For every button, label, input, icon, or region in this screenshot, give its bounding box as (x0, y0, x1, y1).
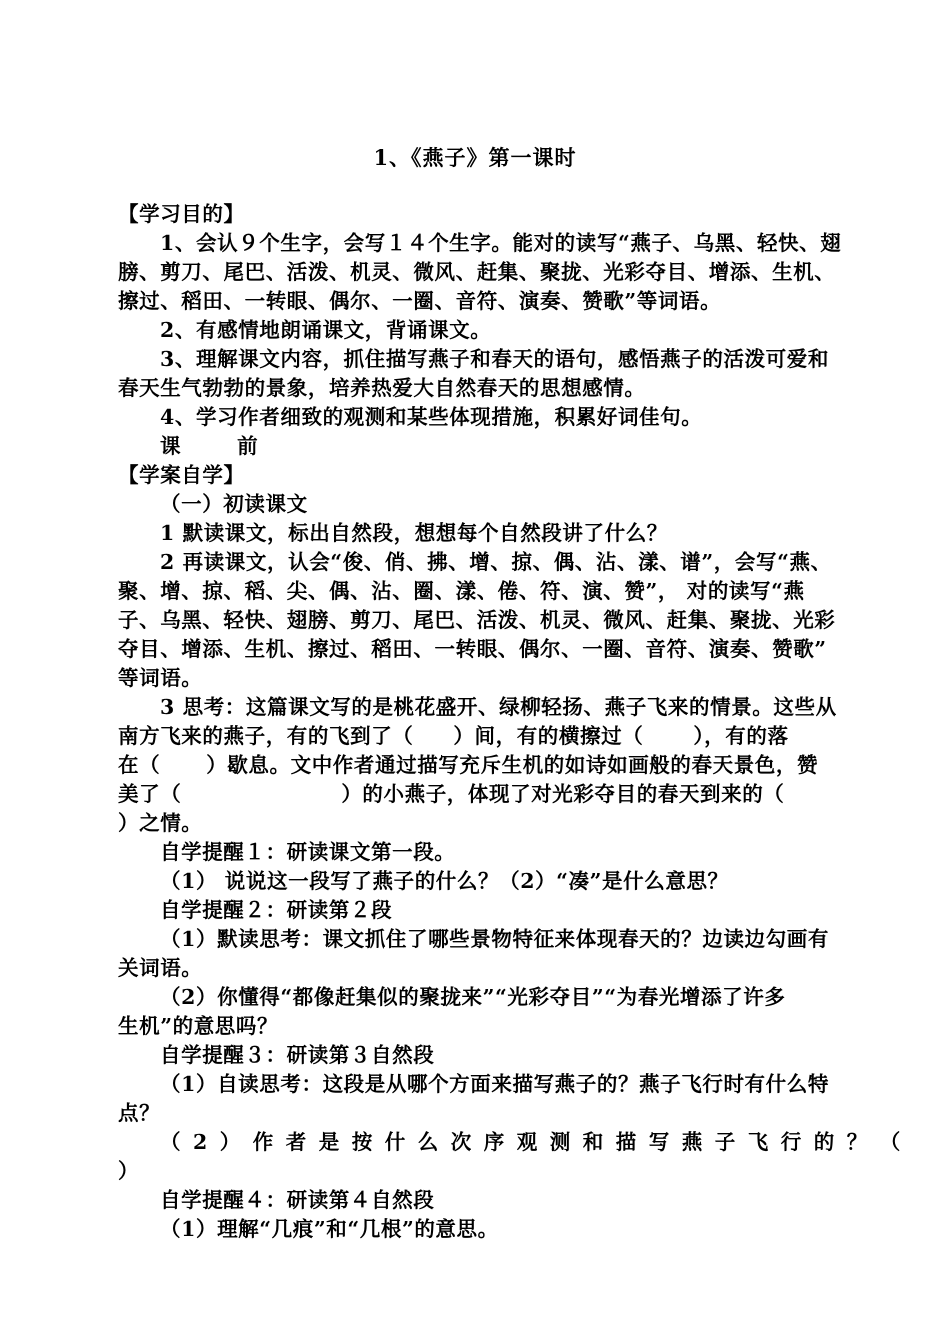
hint-2-q2-line-1: （2）你懂得“都像赶集似的聚拢来”“光彩夺目”“为春光增添了许多 (160, 985, 786, 1009)
goal-3-line-2: 春天生气勃勃的景象，培养热爱大自然春天的思想感情。 (118, 376, 646, 400)
q3-text-b: ）间，有的横擦过（ (453, 724, 644, 748)
question-2-line-3: 子、乌黑、轻快、翅膀、剪刀、尾巴、活泼、机灵、微风、赶集、聚拢、光彩 (118, 608, 836, 632)
question-3-line-2 (118, 722, 789, 750)
section-heading-goals: 【学习目的】 (118, 202, 245, 226)
q3-text-g: ）的小燕子，体现了对光彩夺目的春天到来的（ (341, 782, 785, 806)
section-heading-self-study: 【学案自学】 (118, 463, 245, 487)
goal-4: 4、学习作者细致的观测和某些体现措施，积累好词佳句。 (160, 405, 703, 429)
question-2-line-5: 等词语。 (118, 666, 203, 690)
hint-2: 自学提醒２：研读第２段 (160, 898, 393, 922)
goal-1-line-1: 1、会认９个生字，会写１４个生字。能对的读写“燕子、乌黑、轻快、翅 (160, 231, 842, 255)
hint-2-q1-line-1: （1）默读思考：课文抓住了哪些景物特征来体现春天的？边读边勾画有 (160, 927, 829, 951)
hint-1-question: （1） 说说这一段写了燕子的什么？（2）“凑”是什么意思？ (160, 869, 729, 893)
hint-2-q1-line-2: 关词语。 (118, 956, 203, 980)
q3-text-d: 在（ (118, 753, 161, 777)
goal-2: 2、有感情地朗诵课文，背诵课文。 (160, 318, 492, 342)
hint-3-q1-line-2: 点？ (118, 1101, 161, 1125)
hint-3-q2-line-1: （2）作者是按什么次序观测和描写燕子飞行的？（ (160, 1130, 913, 1154)
goal-1-line-2: 膀、剪刀、尾巴、活泼、机灵、微风、赶集、聚拢、光彩夺目、增添、生机、 (118, 260, 836, 284)
q3-text-a: 南方飞来的燕子，有的飞到了（ (118, 724, 414, 748)
hint-4-question: （1）理解“几痕”和“几根”的意思。 (160, 1217, 499, 1241)
question-3-line-1: 3 思考：这篇课文写的是桃花盛开、绿柳轻扬、燕子飞来的情景。这些从 (160, 695, 837, 719)
hint-3-q2-line-2: ） (118, 1159, 140, 1183)
q3-text-e: ）歇息。文中作者通过描写充斥生机的如诗如画般的春天景色，赞 (206, 753, 819, 777)
question-3-line-3 (118, 751, 818, 779)
question-1: 1 默读课文，标出自然段，想想每个自然段讲了什么？ (160, 521, 668, 545)
subsection-first-reading: （一）初读课文 (160, 492, 308, 516)
q3-text-f: 美了（ (118, 782, 182, 806)
pre-class-char-1: 课 (160, 434, 182, 458)
hint-1: 自学提醒１：研读课文第一段。 (160, 840, 456, 864)
hint-2-q2-line-2: 生机”的意思吗？ (118, 1014, 279, 1038)
question-3-line-4 (118, 780, 784, 808)
pre-class-label (160, 432, 258, 460)
goal-3-line-1: 3、理解课文内容，抓住描写燕子和春天的语句，感悟燕子的活泼可爱和 (160, 347, 829, 371)
question-2-line-2: 聚、增、掠、稻、尖、偶、沾、圈、漾、倦、符、演、赞”， 对的读写“燕 (118, 579, 805, 603)
question-3-line-5: ）之情。 (118, 811, 203, 835)
question-2-line-1: 2 再读课文，认会“俊、俏、拂、增、掠、偶、沾、漾、谱”，会写“燕、 (160, 550, 832, 574)
page-title: 1、《燕子》第一课时 (373, 145, 577, 170)
question-2-line-4: 夺目、增添、生机、擦过、稻田、一转眼、偶尔、一圈、音符、演奏、赞歌” (118, 637, 827, 661)
hint-3: 自学提醒３：研读第３自然段 (160, 1043, 435, 1067)
pre-class-char-2: 前 (237, 434, 259, 458)
hint-3-q1-line-1: （1）自读思考：这段是从哪个方面来描写燕子的？燕子飞行时有什么特 (160, 1072, 829, 1096)
goal-1-line-3: 擦过、稻田、一转眼、偶尔、一圈、音符、演奏、赞歌”等词语。 (118, 289, 722, 313)
hint-4: 自学提醒４：研读第４自然段 (160, 1188, 435, 1212)
q3-text-c: ），有的落 (693, 724, 789, 748)
